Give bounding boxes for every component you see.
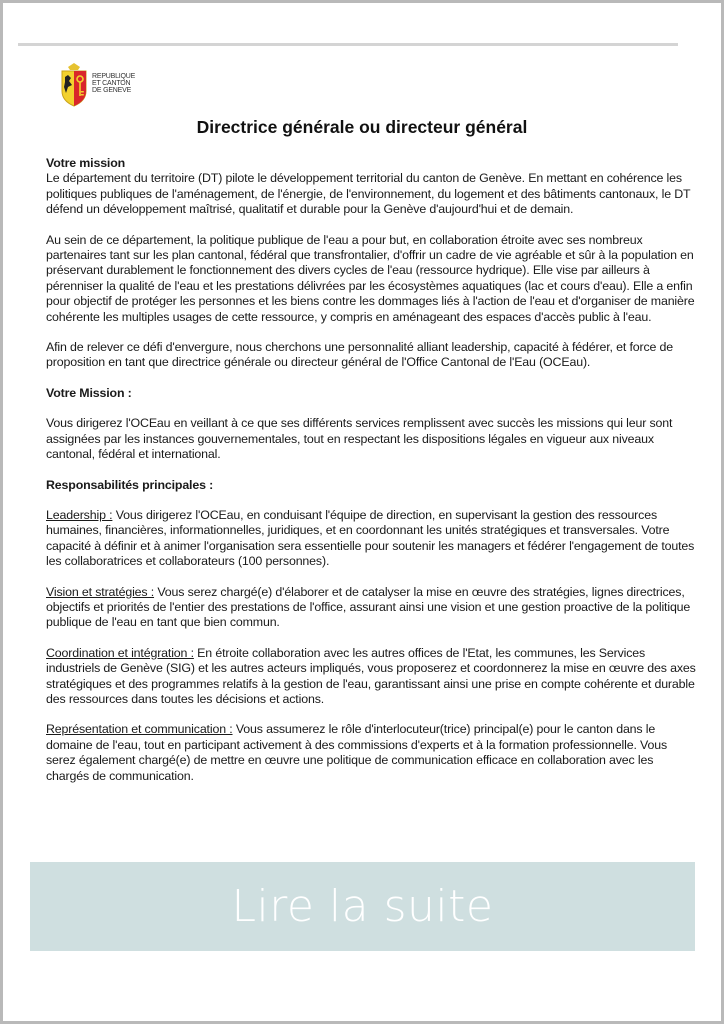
responsibility-text: Vous serez chargé(e) d'élaborer et de catalyser la mise en œuvre des stratégies, lignes directrices, objectifs et priorités de l'entier des prestations de l'office, assurant ainsi une vision et une gestion proactive de la politique publique de l'eau en tant que bien commun. [46,584,691,630]
document-page [3,3,721,1021]
responsibility-label: Représentation et communication : [46,722,233,737]
responsibility-label: Coordination et intégration : [46,645,194,660]
logo-line: ET CANTON [92,80,131,87]
geneva-logo [59,63,169,111]
logo-line: DE GENEVE [92,87,132,94]
header-divider [18,43,678,46]
paragraph: Au sein de ce département, la politique publique de l'eau a pour but, en collaboration étroite avec ses nombreux partenaires tant sur les plan cantonal, fédéral que transfrontalier, d'offrir un cadre de vie agréable et sûr à la population en préservant durablement le fonctionnement des divers cycles de l'eau (ressource hydrique). Elle vise par ailleurs à pérenniser la qualité de l'eau et les prestations délivrées par les écosystèmes aquatiques (lac et cours d'eau). Elle a enfin pour objectif de protéger les personnes et les biens contre les dommages liés à l'action de l'eau et d'organiser de manière cohérente les multiples usages de cette ressource, y compris en aménageant des espaces d'accès public à l'eau. [46,232,695,324]
section-heading: Votre Mission : [46,385,132,400]
responsibility-label: Vision et stratégies : [46,584,155,599]
responsibility-item [46,508,696,570]
responsibility-text: En étroite collaboration avec les autres offices de l'Etat, les communes, les Services industriels de Genève (SIG) et les autres acteurs impliqués, vous proposerez et coordonnerez la mise en œuvre des axes stratégiques et des programmes relatifs à la gestion de l'eau, garantissant ainsi une prise en compte cohérente et durable des ressources dans toutes les décisions et actions. [46,645,696,706]
paragraph: Afin de relever ce défi d'envergure, nous cherchons une personnalité alliant leadership, capacité à fédérer, et force de proposition en tant que directrice générale ou directeur général de l'Office Cantonal de l'Eau (OCEau). [46,340,674,370]
page-title: Directrice générale ou directeur général [196,117,528,137]
paragraph: Le département du territoire (DT) pilote le développement territorial du canton de Genève. En mettant en cohérence les politiques publiques de l'aménagement, de l'énergie, de l'environnement, du logement et des bâtiments cantonaux, le DT défend un développement maîtrisé, qualitatif et durable pour la Genève d'aujourd'hui et de demain. [46,171,691,217]
section-heading: Responsabilités principales : [46,477,214,492]
paragraph: Vous dirigerez l'OCEau en veillant à ce que ses différents services remplissent avec succès les missions qui leur sont assignées par les instances gouvernementales, tout en respectant les dispositions légales en vigueur aux niveaux cantonal, fédéral et international. [46,416,673,462]
responsibility-text: Vous dirigerez l'OCEau, en conduisant l'équipe de direction, en supervisant la gestion des ressources humaines, financières, informationnelles, juridiques, et en coordonnant les unités stratégiques et transversales. Votre capacité à définir et à animer l'organisation sera essentielle pour soutenir les managers et fédérer l'engagement de toutes les collaboratrices et collaborateurs (100 personnes). [46,507,695,569]
document-body [46,156,696,784]
responsibility-item [46,722,696,784]
read-more-button[interactable]: Lire la suite [30,862,695,951]
logo-text [92,73,135,94]
responsibility-item [46,646,696,708]
responsibility-label: Leadership : [46,507,113,522]
logo-line: REPUBLIQUE [92,73,136,80]
responsibility-text: Vous assumerez le rôle d'interlocuteur(trice) principal(e) pour le canton dans le domaine de l'eau, tout en participant activement à des commissions d'experts et à la formation professionnelle. Vous serez également chargé(e) de mettre en œuvre une politique de communication efficace en collaboration avec les chargés de communication. [46,722,667,783]
section-heading: Votre mission [46,156,126,170]
geneva-coat-of-arms-icon [59,63,89,107]
responsibility-item [46,585,696,631]
